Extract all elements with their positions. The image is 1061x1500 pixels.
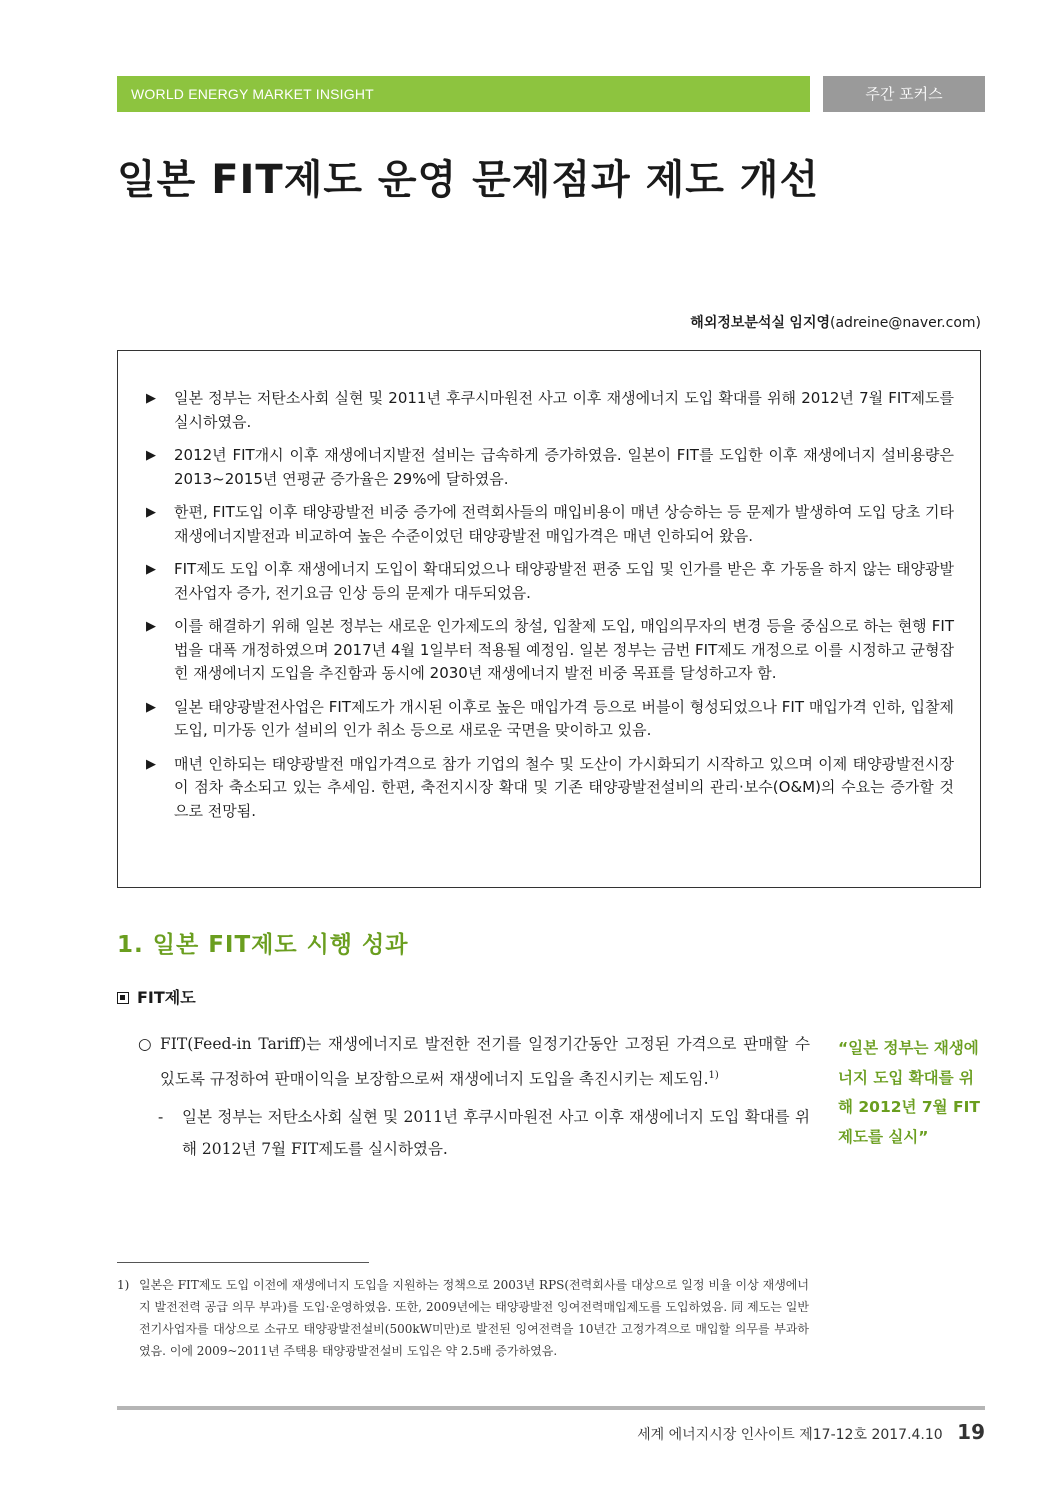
footer-publication: 세계 에너지시장 인사이트 [637, 1427, 795, 1443]
header-left-label: WORLD ENERGY MARKET INSIGHT [131, 86, 374, 102]
summary-item [146, 444, 954, 491]
summary-item [146, 387, 954, 434]
triangle-bullet-icon: ▶ [146, 562, 156, 577]
body-text [138, 1028, 810, 1165]
body-sub-paragraph-text: 일본 정부는 저탄소사회 실현 및 2011년 후쿠시마원전 사고 이후 재생에너지 도입 확대를 위해 2012년 7월 FIT제도를 실시하였음. [182, 1108, 810, 1159]
body-sub-paragraph [138, 1101, 810, 1165]
summary-item [146, 501, 954, 548]
footnote-ref[interactable]: 1) [708, 1070, 719, 1081]
footer-date: 2017.4.10 [871, 1427, 943, 1443]
author-line [690, 312, 981, 332]
page-title: 일본 FIT제도 운영 문제점과 제도 개선 [117, 157, 820, 203]
footer-issue: 제17-12호 [799, 1427, 867, 1443]
section-title: 1. 일본 FIT제도 시행 성과 [117, 932, 409, 958]
author-dept: 해외정보분석실 [690, 315, 785, 331]
summary-item-text: 일본 태양광발전사업은 FIT제도가 개시된 이후로 높은 매입가격 등으로 버블이 형성되었으나 FIT 매입가격 인하, 입찰제 도입, 미가동 인가 설비의 인가 취소 등으로 새로운 국면을 맞이하고 있음. [174, 697, 954, 739]
summary-item [146, 753, 954, 824]
summary-item-text: 이를 해결하기 위해 일본 정부는 새로운 인가제도의 창설, 입찰제 도입, 매입의무자의 변경 등을 중심으로 하는 현행 FIT법을 대폭 개정하였으며 2017년 4월 1일부터 적용될 예정임. 일본 정부는 금번 FIT제도 개정으로 이를 시정하고 균형잡힌 재생에너지 도입을 추진함과 동시에 2030년 재생에너지 발전 비중 목표를 달성하고자 함. [174, 617, 954, 682]
author-email: (adreine@naver.com) [830, 315, 981, 331]
header-section-tag: 주간 포커스 [823, 76, 985, 112]
circle-bullet-icon: ○ [138, 1035, 152, 1053]
triangle-bullet-icon: ▶ [146, 756, 156, 772]
summary-item [146, 558, 954, 605]
triangle-bullet-icon: ▶ [146, 505, 156, 520]
square-bullet-icon [117, 992, 129, 1004]
pull-quote: “일본 정부는 재생에너지 도입 확대를 위해 2012년 7월 FIT제도를 실시” [838, 1039, 980, 1146]
sub-heading-label: FIT제도 [137, 988, 196, 1007]
triangle-bullet-icon: ▶ [146, 619, 156, 634]
summary-item [146, 615, 954, 686]
footnote-number: 1) [117, 1278, 130, 1292]
summary-item-text: FIT제도 도입 이후 재생에너지 도입이 확대되었으나 태양광발전 편중 도입 및 인가를 받은 후 가동을 하지 않는 태양광발전사업자 증가, 전기요금 인상 등의 문제가 대두되었음. [174, 560, 954, 602]
footnote-divider [117, 1262, 369, 1263]
summary-item-text: 일본 정부는 저탄소사회 실현 및 2011년 후쿠시마원전 사고 이후 재생에너지 도입 확대를 위해 2012년 7월 FIT제도를 실시하였음. [174, 389, 954, 431]
summary-box [117, 350, 981, 888]
triangle-bullet-icon: ▶ [146, 391, 156, 406]
body-paragraph-text: FIT(Feed-in Tariff)는 재생에너지로 발전한 전기를 일정기간동안 고정된 가격으로 판매할 수 있도록 규정하여 판매이익을 보장함으로써 재생에너지 도입을 촉진시키는 제도임. [160, 1035, 810, 1089]
dash-bullet-icon: - [158, 1108, 164, 1127]
summary-item [146, 696, 954, 743]
page-number: 19 [957, 1420, 985, 1444]
body-paragraph [138, 1028, 810, 1095]
summary-list [146, 387, 954, 823]
summary-item-text: 2012년 FIT개시 이후 재생에너지발전 설비는 급속하게 증가하였음. 일본이 FIT를 도입한 이후 재생에너지 설비용량은 2013~2015년 연평균 증가율은 29%에 달하였음. [174, 446, 954, 488]
footnote-text: 일본은 FIT제도 도입 이전에 재생에너지 도입을 지원하는 정책으로 2003년 RPS(전력회사를 대상으로 일정 비율 이상 재생에너지 발전전력 공급 의무 부과)를 도입·운영하였음. 또한, 2009년에는 태양광발전 잉여전력매입제도를 도입하였음. 同 제도는 일반전기사업자를 대상으로 소규모 태양광발전설비(500kW미만)로 발전된 잉여전력을 10년간 고정가격으로 매입할 의무를 부과하였음. 이에 2009~2011년 주택용 태양광발전설비 도입은 약 2.5배 증가하였음. [139, 1278, 809, 1358]
sub-heading [117, 985, 196, 1008]
author-name: 임지영 [789, 315, 830, 331]
footnote [117, 1274, 809, 1362]
triangle-bullet-icon: ▶ [146, 699, 156, 715]
triangle-bullet-icon: ▶ [146, 448, 156, 463]
page-footer [637, 1420, 985, 1444]
header-bar [117, 76, 810, 112]
footer-divider [117, 1406, 985, 1410]
summary-item-text: 한편, FIT도입 이후 태양광발전 비중 증가에 전력회사들의 매입비용이 매년 상승하는 등 문제가 발생하여 도입 당초 기타 재생에너지발전과 비교하여 높은 수준이었던 태양광발전 매입가격은 매년 인하되어 왔음. [174, 503, 954, 545]
summary-item-text: 매년 인하되는 태양광발전 매입가격으로 참가 기업의 철수 및 도산이 가시화되기 시작하고 있으며 이제 태양광발전시장이 점차 축소되고 있는 추세임. 한편, 축전지시장 확대 및 기존 태양광발전설비의 관리·보수(O&M)의 수요는 증가할 것으로 전망됨. [174, 754, 954, 820]
